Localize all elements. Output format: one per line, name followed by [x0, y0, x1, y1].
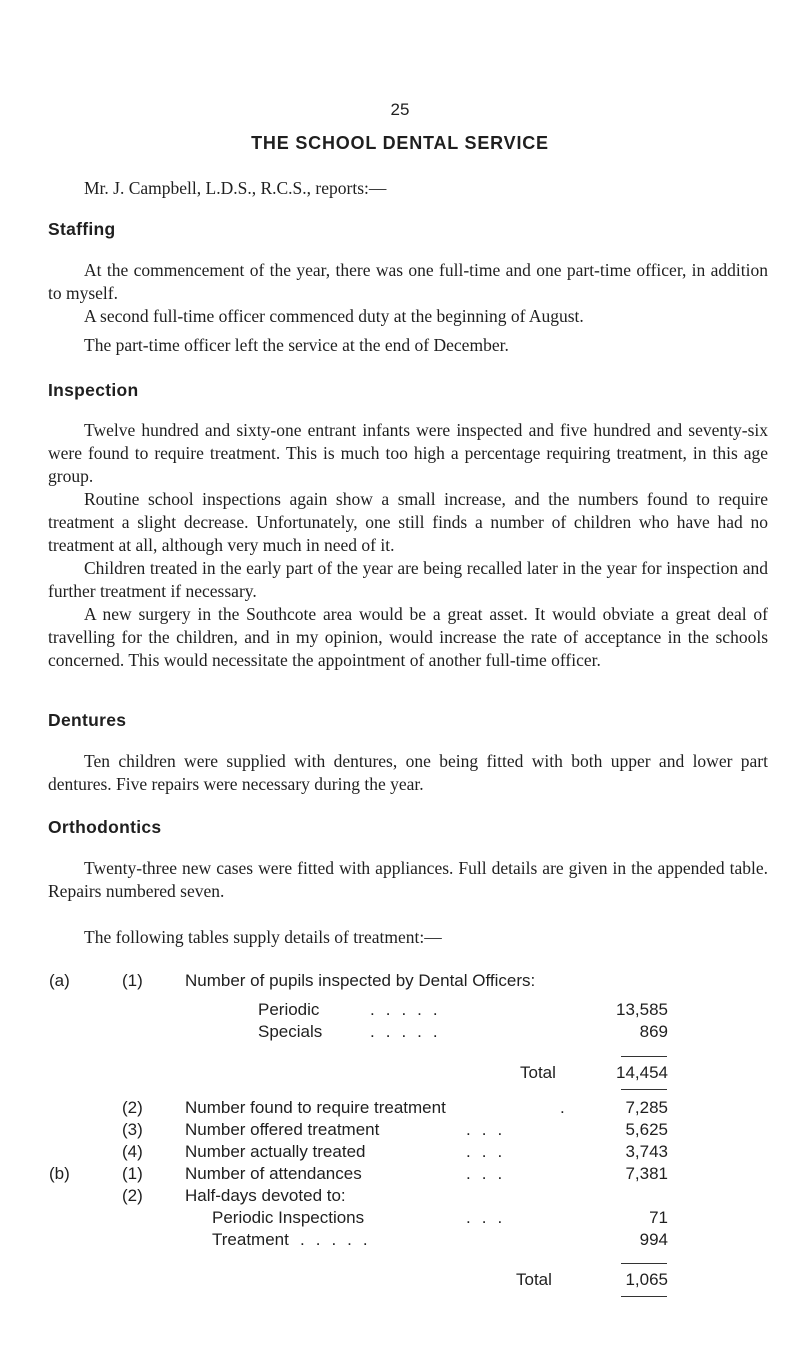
- subtotal-rule-b: [621, 1263, 667, 1264]
- row-a4-number: (4): [122, 1142, 143, 1161]
- specials-label: Specials: [258, 1022, 323, 1041]
- periodic-inspections-value: 71: [649, 1208, 668, 1227]
- row-a1-number: (1): [122, 971, 143, 990]
- row-a3-value: 5,625: [625, 1120, 668, 1139]
- periodic-label: Periodic: [258, 1000, 320, 1019]
- row-b2-number: (2): [122, 1186, 143, 1205]
- staffing-paragraph-1: At the commencement of the year, there was one full-time and one part-time officer, in addition to myself.: [48, 260, 768, 303]
- row-a3-number: (3): [122, 1120, 143, 1139]
- row-a2-value: 7,285: [625, 1098, 668, 1117]
- row-a2-dots: .: [560, 1098, 576, 1117]
- dentures-heading: Dentures: [48, 710, 127, 730]
- treatment-label: Treatment: [212, 1230, 289, 1249]
- row-b1-number: (1): [122, 1164, 143, 1183]
- treatment-dots: .....: [300, 1230, 379, 1249]
- section-a-label: (a): [49, 971, 70, 990]
- page-number: 25: [390, 100, 410, 119]
- total-rule-a: [621, 1089, 667, 1090]
- row-a2-label: Number found to require treatment: [185, 1098, 446, 1117]
- specials-dots: .....: [370, 1022, 449, 1041]
- periodic-inspections-label: Periodic Inspections: [212, 1208, 365, 1227]
- byline: Mr. J. Campbell, L.D.S., R.C.S., reports:—: [84, 178, 387, 198]
- row-a1-label: Number of pupils inspected by Dental Officers:: [185, 971, 536, 990]
- staffing-heading: Staffing: [48, 219, 116, 239]
- row-a2-number: (2): [122, 1098, 143, 1117]
- row-a4-dots: ...: [466, 1142, 514, 1161]
- row-b1-label: Number of attendances: [185, 1164, 362, 1183]
- total-b-label: Total: [516, 1270, 552, 1289]
- row-a4-label: Number actually treated: [185, 1142, 366, 1161]
- total-a-label: Total: [520, 1063, 556, 1082]
- subtotal-rule-a: [621, 1056, 667, 1057]
- row-b1-value: 7,381: [625, 1164, 668, 1183]
- total-a-value: 14,454: [616, 1063, 668, 1082]
- row-a3-dots: ...: [466, 1120, 514, 1139]
- row-a4-value: 3,743: [625, 1142, 668, 1161]
- periodic-dots: .....: [370, 1000, 449, 1019]
- row-a3-label: Number offered treatment: [185, 1120, 380, 1139]
- specials-value: 869: [639, 1022, 668, 1041]
- dentures-paragraph-1: Ten children were supplied with dentures, one being fitted with both upper and lower part dentures. Five repairs were necessary during the year.: [48, 751, 768, 794]
- row-b2-label: Half-days devoted to:: [185, 1186, 346, 1205]
- orthodontics-heading: Orthodontics: [48, 817, 162, 837]
- treatment-value: 994: [639, 1230, 668, 1249]
- inspection-paragraph-1: Twelve hundred and sixty-one entrant infants were inspected and five hundred and seventy-six were found to require treatment. This is much too high a percentage requiring treatment, in this age group.: [48, 420, 768, 486]
- row-b1-dots: ...: [466, 1164, 514, 1183]
- staffing-paragraph-2: A second full-time officer commenced duty at the beginning of August.: [84, 306, 584, 326]
- inspection-paragraph-3: Children treated in the early part of the year are being recalled later in the year for inspection and further treatment if necessary.: [48, 558, 768, 601]
- inspection-heading: Inspection: [48, 380, 139, 400]
- orthodontics-paragraph-2: The following tables supply details of treatment:—: [84, 927, 442, 947]
- periodic-value: 13,585: [616, 1000, 668, 1019]
- staffing-paragraph-3: The part-time officer left the service at the end of December.: [84, 335, 509, 355]
- page-title: THE SCHOOL DENTAL SERVICE: [251, 133, 549, 153]
- section-b-label: (b): [49, 1164, 70, 1183]
- inspection-paragraph-4: A new surgery in the Southcote area would be a great asset. It would obviate a great deal of travelling for the children, and in my opinion, would increase the rate of acceptance in the schools concerned. This would necessitate the appointment of another full-time officer.: [48, 604, 768, 670]
- inspection-paragraph-2: Routine school inspections again show a small increase, and the numbers found to require treatment a slight decrease. Unfortunately, one still finds a number of children who have had no treatment at all, although very much in need of it.: [48, 489, 768, 555]
- periodic-inspections-dots: ...: [466, 1208, 514, 1227]
- orthodontics-paragraph-1: Twenty-three new cases were fitted with appliances. Full details are given in the appended table. Repairs numbered seven.: [48, 858, 768, 901]
- total-rule-b: [621, 1296, 667, 1297]
- total-b-value: 1,065: [625, 1270, 668, 1289]
